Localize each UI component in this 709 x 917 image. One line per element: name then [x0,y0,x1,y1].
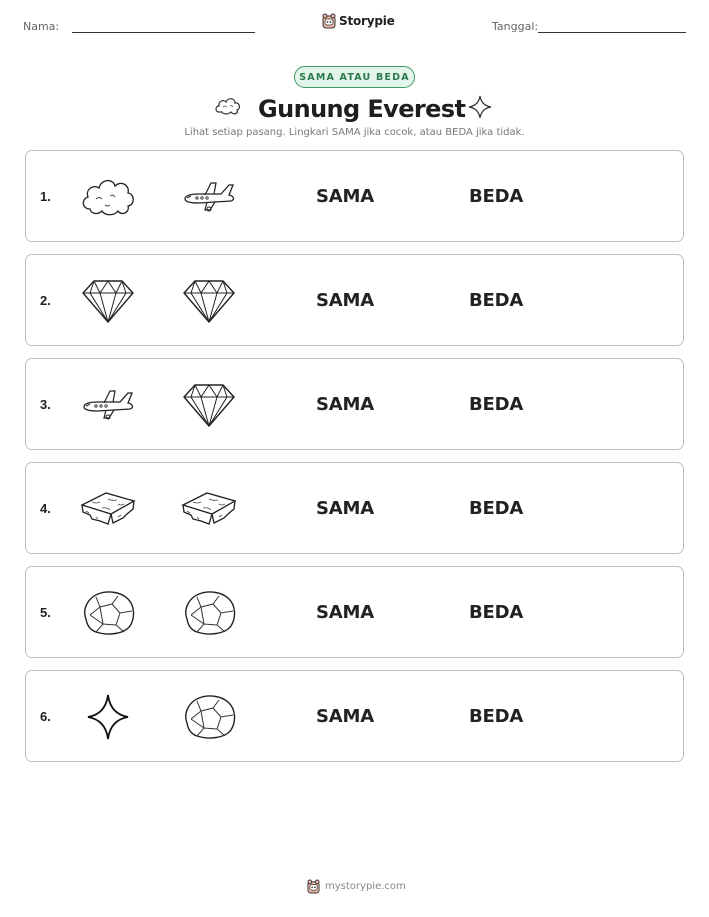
different-option[interactable]: BEDA [469,601,524,623]
activity-badge: SAMA ATAU BEDA [294,66,415,88]
same-option[interactable]: SAMA [316,289,374,311]
brand-name: Storypie [339,14,395,28]
rock-icon [179,585,239,641]
question-number: 6. [40,708,51,724]
question-number: 5. [40,604,51,620]
sparkle-icon [467,94,493,120]
page-title: Gunung Everest [258,95,466,123]
question-number: 2. [40,292,51,308]
cloud-icon [78,169,138,225]
different-option[interactable]: BEDA [469,497,524,519]
footer-url: mystorypie.com [325,881,406,892]
name-label: Nama: [23,20,60,33]
airplane-icon [78,377,138,433]
brand-logo [322,13,395,29]
question-row [25,150,684,242]
sparkle-icon [78,689,138,745]
storypie-mascot-icon [322,13,336,29]
name-input-line[interactable] [72,32,255,33]
same-option[interactable]: SAMA [316,185,374,207]
different-option[interactable]: BEDA [469,393,524,415]
date-label: Tanggal: [492,20,539,33]
question-number: 3. [40,396,51,412]
diamond-icon [78,273,138,329]
airplane-icon [179,169,239,225]
question-number: 1. [40,188,51,204]
footer [307,879,406,894]
different-option[interactable]: BEDA [469,705,524,727]
rock-icon [78,585,138,641]
different-option[interactable]: BEDA [469,185,524,207]
diamond-icon [179,273,239,329]
instructions: Lihat setiap pasang. Lingkari SAMA jika cocok, atau BEDA jika tidak. [184,127,525,138]
stone-slab-icon [78,481,138,537]
question-row [25,462,684,554]
same-option[interactable]: SAMA [316,705,374,727]
diamond-icon [179,377,239,433]
question-row [25,566,684,658]
stone-slab-icon [179,481,239,537]
cloud-icon [213,94,243,118]
question-row [25,358,684,450]
question-number: 4. [40,500,51,516]
rock-icon [179,689,239,745]
same-option[interactable]: SAMA [316,497,374,519]
same-option[interactable]: SAMA [316,393,374,415]
same-option[interactable]: SAMA [316,601,374,623]
date-input-line[interactable] [538,32,686,33]
question-row [25,254,684,346]
different-option[interactable]: BEDA [469,289,524,311]
question-row [25,670,684,762]
storypie-mascot-icon [307,879,320,894]
